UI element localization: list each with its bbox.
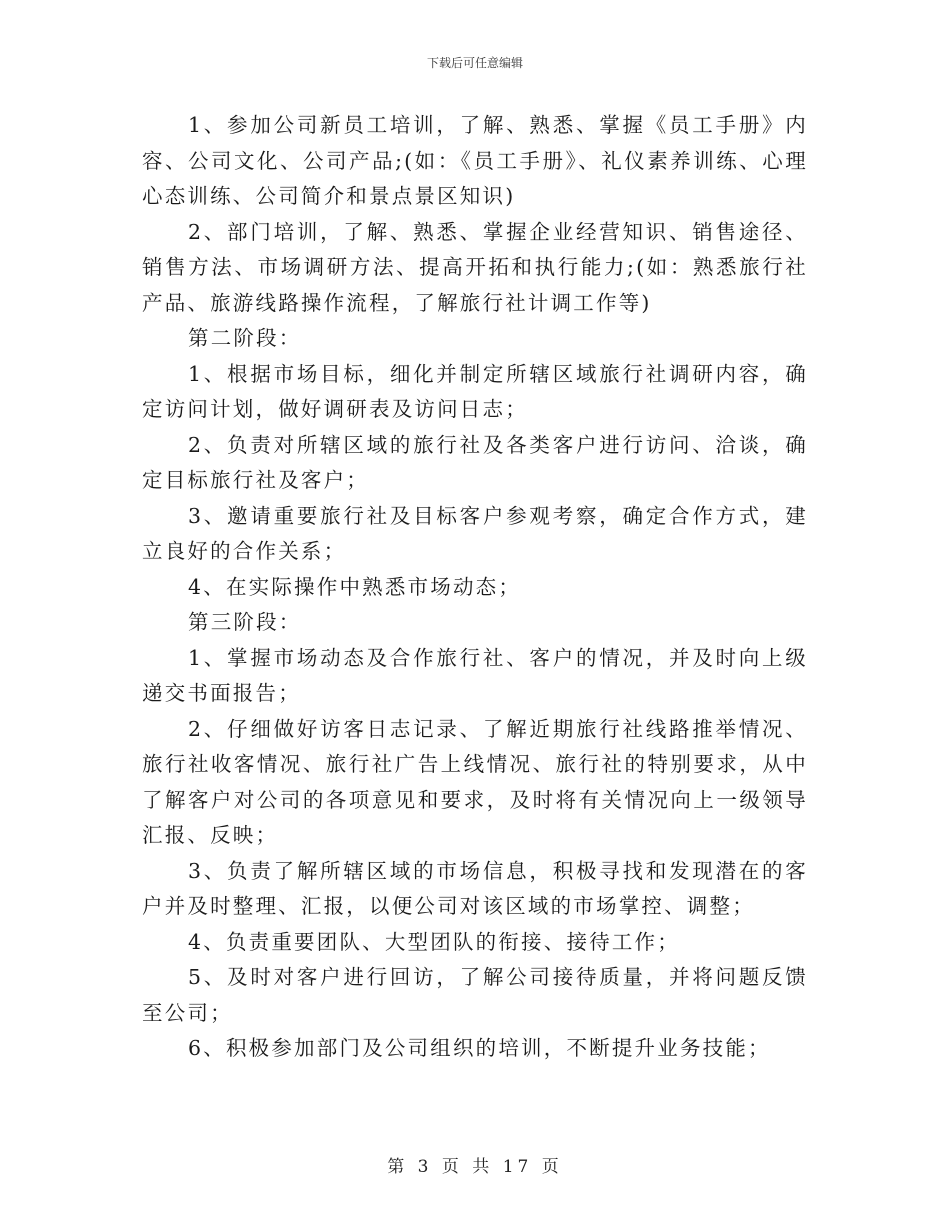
paragraph: 1、参加公司新员工培训，了解、熟悉、掌握《员工手册》内容、公司文化、公司产品;(如：《员工手册》、礼仪素养训练、心理心态训练、公司简介和景点景区知识) xyxy=(142,113,808,208)
section-heading: 第三阶段： xyxy=(188,610,302,634)
paragraph: 4、在实际操作中熟悉市场动态； xyxy=(188,574,522,599)
page-header-note: 下载后可任意编辑 xyxy=(426,56,523,70)
paragraph: 2、部门培训，了解、熟悉、掌握企业经营知识、销售途径、销售方法、市场调研方法、提高开拓和执行能力;(如：熟悉旅行社产品、旅游线路操作流程，了解旅行社计调工作等) xyxy=(142,219,808,315)
paragraph: 1、根据市场目标，细化并制定所辖区域旅行社调研内容，确定访问计划，做好调研表及访问日志； xyxy=(142,361,808,421)
paragraph: 4、负责重要团队、大型团队的衔接、接待工作； xyxy=(188,929,680,954)
paragraph: 3、邀请重要旅行社及目标客户参观考察，确定合作方式，建立良好的合作关系； xyxy=(142,503,808,563)
section-heading: 第二阶段： xyxy=(188,326,302,350)
page-number-footer: 第 3 页 共 17 页 xyxy=(387,1157,563,1177)
paragraph: 2、负责对所辖区域的旅行社及各类客户进行访问、洽谈，确定目标旅行社及客户； xyxy=(142,432,808,492)
paragraph: 3、负责了解所辖区域的市场信息，积极寻找和发现潜在的客户并及时整理、汇报，以便公司对该区域的市场掌控、调整； xyxy=(142,858,808,918)
paragraph: 2、仔细做好访客日志记录、了解近期旅行社线路推举情况、旅行社收客情况、旅行社广告上线情况、旅行社的特别要求，从中了解客户对公司的各项意见和要求，及时将有关情况向上一级领导汇报、反映； xyxy=(142,716,808,847)
paragraph: 1、掌握市场动态及合作旅行社、客户的情况，并及时向上级递交书面报告； xyxy=(142,645,808,705)
paragraph: 6、积极参加部门及公司组织的培训，不断提升业务技能； xyxy=(188,1036,771,1060)
document-body xyxy=(142,108,808,1067)
paragraph: 5、及时对客户进行回访，了解公司接待质量，并将问题反馈至公司； xyxy=(142,965,808,1025)
